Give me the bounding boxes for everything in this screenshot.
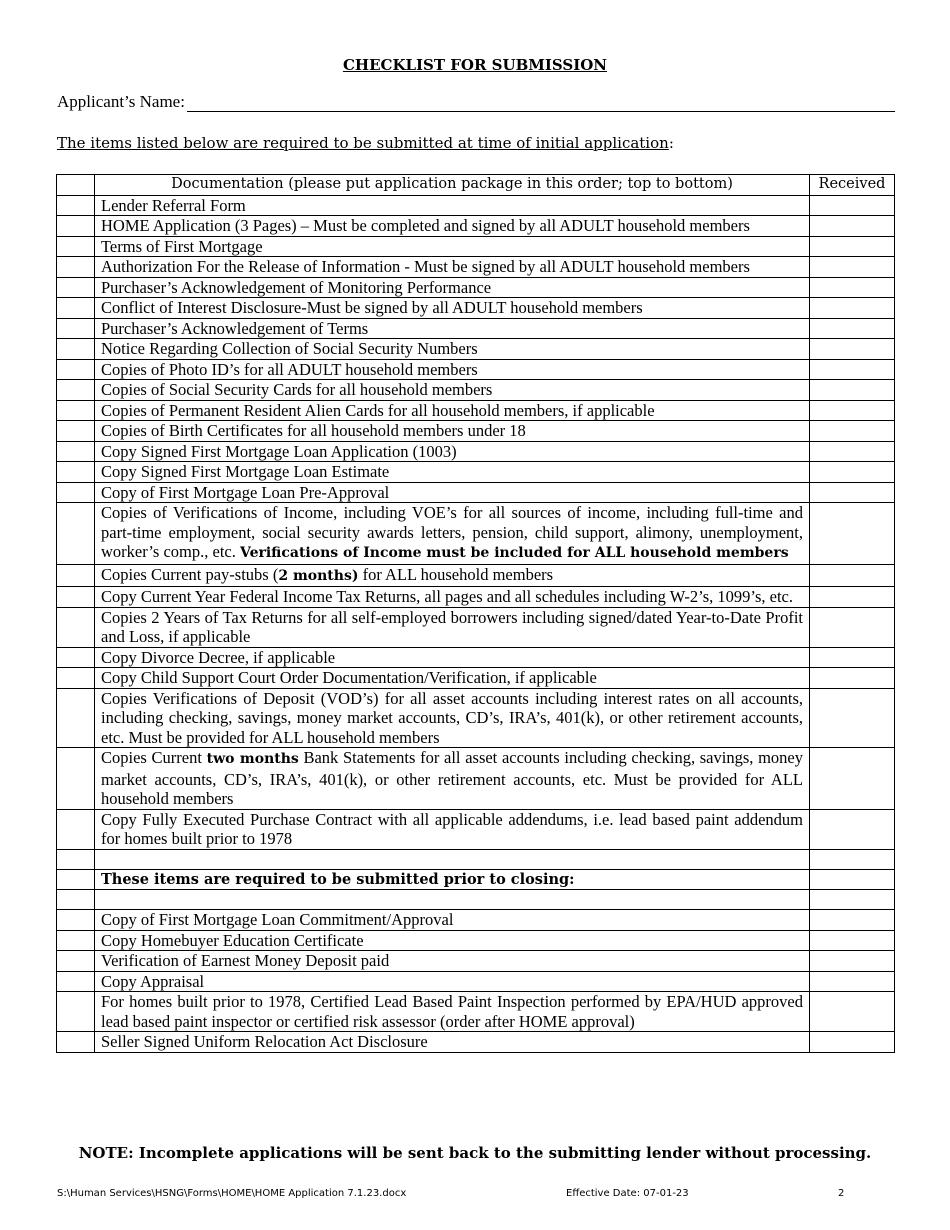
item-text: Copies of Birth Certificates for all household members under 18 — [101, 421, 526, 440]
documentation-cell — [95, 318, 810, 339]
documentation-cell — [95, 910, 810, 931]
documentation-cell — [95, 668, 810, 689]
checkbox-cell[interactable] — [57, 849, 95, 869]
documentation-cell — [95, 951, 810, 972]
item-text: Conflict of Interest Disclosure-Must be signed by all ADULT household members — [101, 298, 643, 317]
checkbox-cell[interactable] — [57, 421, 95, 442]
table-row — [57, 992, 895, 1032]
table-row — [57, 359, 895, 380]
documentation-cell — [95, 400, 810, 421]
received-cell[interactable] — [810, 849, 895, 869]
received-cell[interactable] — [810, 257, 895, 278]
applicant-name-field[interactable] — [57, 92, 895, 112]
section-row — [57, 869, 895, 890]
item-text: Copy of First Mortgage Loan Commitment/Approval — [101, 910, 454, 929]
table-row — [57, 400, 895, 421]
checkbox-cell[interactable] — [57, 298, 95, 319]
note-text: NOTE: Incomplete applications will be sent back to the submitting lender without processing. — [78, 1144, 872, 1162]
documentation-cell — [95, 1032, 810, 1053]
received-cell[interactable] — [810, 503, 895, 565]
item-text: Notice Regarding Collection of Social Security Numbers — [101, 339, 478, 358]
item-text-bold: 2 months) — [278, 567, 359, 584]
table-row — [57, 748, 895, 810]
received-cell[interactable] — [810, 195, 895, 216]
checkbox-cell[interactable] — [57, 462, 95, 483]
item-text: Copies Current pay-stubs ( — [101, 564, 279, 584]
item-text: Copies Verifications of Deposit (VOD’s) for all asset accounts including interest rates on all accounts, including checking, savings, money market accounts, CD’s, IRA’s, 401(k), or other retirement accounts, etc. Must be provided for ALL household members — [101, 688, 803, 747]
documentation-cell — [95, 421, 810, 442]
received-cell[interactable] — [810, 400, 895, 421]
table-row — [57, 930, 895, 951]
item-text: Lender Referral Form — [101, 195, 246, 215]
table-row — [57, 809, 895, 849]
table-row — [57, 236, 895, 257]
item-text: Copy Homebuyer Education Certificate — [101, 930, 364, 950]
item-text: Copies Current — [101, 748, 207, 767]
item-text: Purchaser’s Acknowledgement of Terms — [101, 318, 369, 338]
item-text: Copy of First Mortgage Loan Pre-Approval — [101, 482, 390, 502]
documentation-cell — [95, 587, 810, 608]
page-title: CHECKLIST FOR SUBMISSION — [342, 56, 608, 74]
checkbox-column-header — [57, 175, 95, 196]
item-text: Terms of First Mortgage — [101, 236, 263, 256]
received-cell[interactable] — [810, 339, 895, 360]
received-cell — [810, 869, 895, 890]
checklist-table — [56, 174, 895, 1053]
received-cell[interactable] — [810, 647, 895, 668]
checkbox-cell[interactable] — [57, 339, 95, 360]
item-text: Copies of Verifications of Income, including VOE’s for all sources of income, including full-time and part-time employment, social security awards letters, pension, child support, alimony, unemployment, worker’s comp., etc. — [101, 503, 803, 561]
table-row — [57, 277, 895, 298]
table-row — [57, 421, 895, 442]
intro-text: The items listed below are required to be submitted at time of initial application — [57, 134, 669, 152]
item-text: Copy Fully Executed Purchase Contract with all applicable addendums, i.e. lead based paint addendum for homes built prior to 1978 — [101, 809, 803, 848]
checkbox-cell[interactable] — [57, 951, 95, 972]
section-heading: These items are required to be submitted prior to closing: — [95, 869, 810, 890]
documentation-cell — [95, 380, 810, 401]
table-row — [57, 910, 895, 931]
blank-row — [57, 890, 895, 910]
checkbox-cell[interactable] — [57, 971, 95, 992]
table-header-row — [57, 175, 895, 196]
received-cell[interactable] — [810, 564, 895, 587]
checklist-body — [57, 195, 895, 1052]
table-row — [57, 647, 895, 668]
table-row — [57, 971, 895, 992]
footer-page-number: 2 — [838, 1188, 845, 1199]
received-cell[interactable] — [810, 216, 895, 237]
checkbox-cell[interactable] — [57, 277, 95, 298]
applicant-name-label: Applicant’s Name: — [57, 92, 185, 111]
item-text: Seller Signed Uniform Relocation Act Disclosure — [101, 1032, 428, 1051]
table-row — [57, 951, 895, 972]
table-row — [57, 482, 895, 503]
checkbox-cell[interactable] — [57, 607, 95, 647]
checkbox-cell[interactable] — [57, 400, 95, 421]
item-text: Purchaser’s Acknowledgement of Monitoring Performance — [101, 277, 492, 297]
item-text: Copy Signed First Mortgage Loan Estimate — [101, 462, 390, 481]
checkbox-cell[interactable] — [57, 359, 95, 380]
checkbox-cell[interactable] — [57, 647, 95, 668]
received-cell[interactable] — [810, 890, 895, 910]
checkbox-cell — [57, 869, 95, 890]
received-cell[interactable] — [810, 462, 895, 483]
received-column-header: Received — [810, 175, 895, 196]
checkbox-cell[interactable] — [57, 809, 95, 849]
table-row — [57, 441, 895, 462]
documentation-cell — [95, 992, 810, 1032]
item-text: Copies of Photo ID’s for all ADULT household members — [101, 359, 478, 379]
received-cell[interactable] — [810, 1032, 895, 1053]
item-text: Authorization For the Release of Information - Must be signed by all ADULT household members — [101, 257, 750, 276]
intro-colon: : — [668, 134, 674, 152]
footer-effective-date: Effective Date: 07-01-23 — [566, 1188, 689, 1199]
table-row — [57, 257, 895, 278]
documentation-cell — [95, 195, 810, 216]
intro-statement — [57, 134, 674, 152]
documentation-cell — [95, 482, 810, 503]
documentation-cell — [95, 564, 810, 587]
received-cell[interactable] — [810, 587, 895, 608]
documentation-column-header: Documentation (please put application package in this order; top to bottom) — [95, 175, 810, 196]
item-text: HOME Application (3 Pages) – Must be completed and signed by all ADULT household members — [101, 216, 750, 235]
checkbox-cell[interactable] — [57, 257, 95, 278]
table-row — [57, 564, 895, 587]
received-cell[interactable] — [810, 607, 895, 647]
table-row — [57, 668, 895, 689]
item-text: Copy Child Support Court Order Documentation/Verification, if applicable — [101, 668, 597, 687]
checkbox-cell[interactable] — [57, 910, 95, 931]
item-text: For homes built prior to 1978, Certified Lead Based Paint Inspection performed by EPA/HUD approved lead based paint inspector or certified risk assessor (order after HOME approval) — [101, 992, 803, 1031]
documentation-cell — [95, 503, 810, 565]
checkbox-cell[interactable] — [57, 503, 95, 565]
item-text: Verification of Earnest Money Deposit paid — [101, 951, 390, 970]
checkbox-cell[interactable] — [57, 236, 95, 257]
received-cell[interactable] — [810, 421, 895, 442]
documentation-cell — [95, 257, 810, 278]
item-text: Copy Divorce Decree, if applicable — [101, 647, 336, 667]
documentation-cell — [95, 607, 810, 647]
received-cell[interactable] — [810, 992, 895, 1032]
table-row — [57, 195, 895, 216]
received-cell[interactable] — [810, 688, 895, 748]
checkbox-cell[interactable] — [57, 890, 95, 910]
received-cell[interactable] — [810, 809, 895, 849]
checkbox-cell[interactable] — [57, 1032, 95, 1053]
table-row — [57, 688, 895, 748]
received-cell[interactable] — [810, 359, 895, 380]
received-cell[interactable] — [810, 482, 895, 503]
documentation-cell — [95, 236, 810, 257]
documentation-cell — [95, 647, 810, 668]
checkbox-cell[interactable] — [57, 216, 95, 237]
received-cell[interactable] — [810, 380, 895, 401]
documentation-cell — [95, 809, 810, 849]
checkbox-cell[interactable] — [57, 992, 95, 1032]
applicant-name-line[interactable] — [187, 93, 895, 112]
item-text: Copy Signed First Mortgage Loan Application (1003) — [101, 441, 457, 461]
documentation-cell — [95, 298, 810, 319]
item-text: Copy Current Year Federal Income Tax Returns, all pages and all schedules including W-2’s, 1099’s, etc. — [101, 587, 794, 606]
documentation-cell — [95, 748, 810, 810]
table-row — [57, 607, 895, 647]
item-text: Copies of Permanent Resident Alien Cards for all household members, if applicable — [101, 400, 655, 420]
checkbox-cell[interactable] — [57, 564, 95, 587]
received-cell[interactable] — [810, 910, 895, 931]
checkbox-cell[interactable] — [57, 380, 95, 401]
footer-file-path: S:\Human Services\HSNG\Forms\HOME\HOME Application 7.1.23.docx — [57, 1188, 407, 1199]
blank-row — [57, 849, 895, 869]
table-row — [57, 216, 895, 237]
documentation-cell — [95, 277, 810, 298]
item-text-bold: two months — [206, 751, 299, 767]
checkbox-cell[interactable] — [57, 195, 95, 216]
item-text-bold: Verifications of Income must be included for ALL household members — [240, 545, 789, 561]
checkbox-cell[interactable] — [57, 587, 95, 608]
checkbox-cell[interactable] — [57, 930, 95, 951]
received-cell[interactable] — [810, 277, 895, 298]
item-text: Copy Appraisal — [101, 971, 205, 991]
received-cell[interactable] — [810, 951, 895, 972]
documentation-cell — [95, 339, 810, 360]
checkbox-cell[interactable] — [57, 688, 95, 748]
table-row — [57, 462, 895, 483]
documentation-cell — [95, 462, 810, 483]
table-row — [57, 298, 895, 319]
received-cell[interactable] — [810, 971, 895, 992]
received-cell[interactable] — [810, 318, 895, 339]
received-cell[interactable] — [810, 748, 895, 810]
item-text: Copies 2 Years of Tax Returns for all self-employed borrowers including signed/dated Year-to-Date Profit and Loss, if applicable — [101, 607, 803, 646]
checkbox-cell[interactable] — [57, 668, 95, 689]
documentation-cell — [95, 849, 810, 869]
received-cell[interactable] — [810, 236, 895, 257]
checkbox-cell[interactable] — [57, 482, 95, 503]
table-row — [57, 339, 895, 360]
documentation-cell — [95, 890, 810, 910]
table-row — [57, 1032, 895, 1053]
table-row — [57, 318, 895, 339]
documentation-cell — [95, 216, 810, 237]
item-text: Copies of Social Security Cards for all household members — [101, 380, 493, 399]
item-text-after: for ALL household members — [358, 564, 554, 584]
documentation-cell — [95, 930, 810, 951]
checkbox-cell[interactable] — [57, 441, 95, 462]
table-row — [57, 503, 895, 565]
table-row — [57, 380, 895, 401]
received-cell[interactable] — [810, 441, 895, 462]
received-cell[interactable] — [810, 930, 895, 951]
documentation-cell — [95, 971, 810, 992]
table-row — [57, 587, 895, 608]
received-cell[interactable] — [810, 298, 895, 319]
documentation-cell — [95, 688, 810, 748]
checkbox-cell[interactable] — [57, 318, 95, 339]
item-text-after: Bank Statements for all asset accounts including checking, savings, money market accounts, CD’s, IRA’s, 401(k), or other retirement accounts, etc. Must be provided for ALL household members — [101, 748, 803, 808]
documentation-cell — [95, 359, 810, 380]
documentation-cell — [95, 441, 810, 462]
checkbox-cell[interactable] — [57, 748, 95, 810]
received-cell[interactable] — [810, 668, 895, 689]
